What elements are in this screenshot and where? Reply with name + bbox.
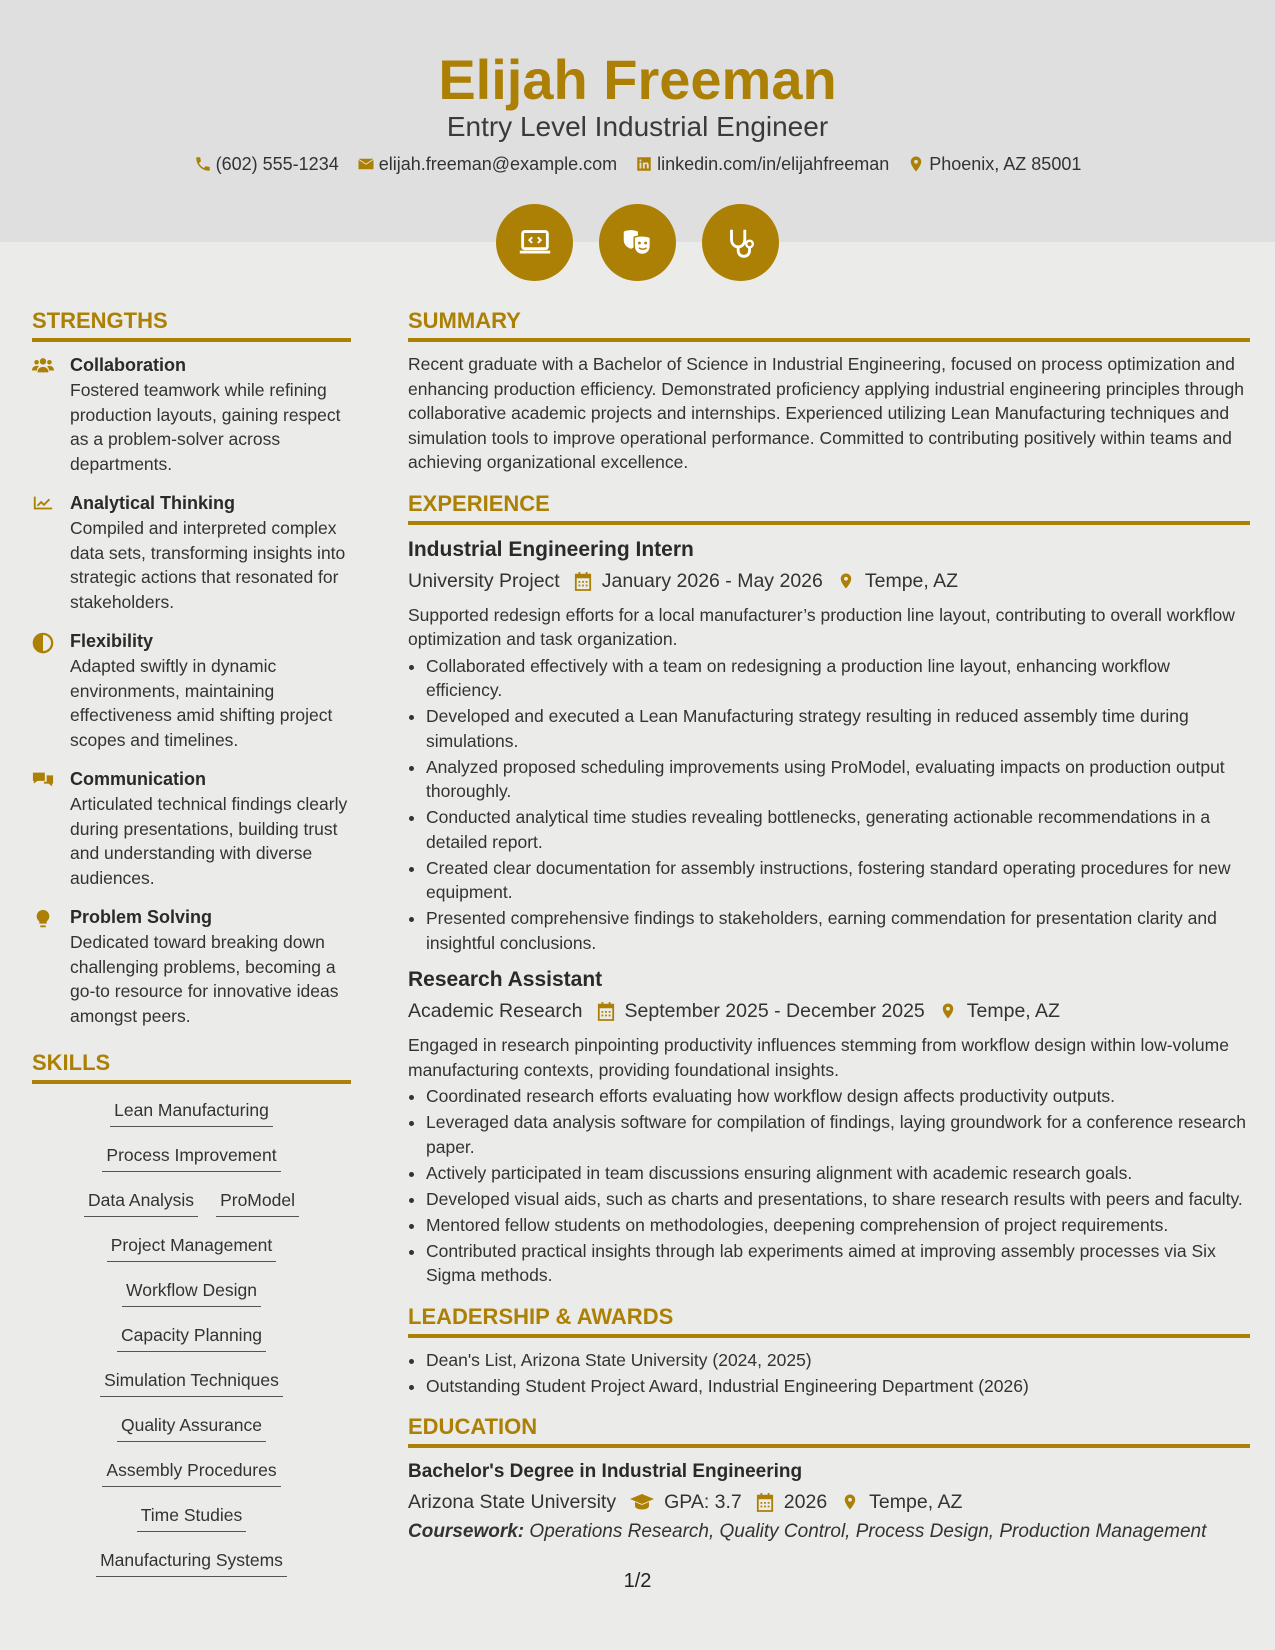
location-text: Phoenix, AZ 85001 xyxy=(929,154,1082,174)
degree-title: Bachelor's Degree in Industrial Engineering xyxy=(408,1461,803,1482)
strength-item xyxy=(32,490,351,614)
coursework-label: Coursework: xyxy=(408,1521,525,1542)
job-desc: Supported redesign efforts for a local manufacturer’s production line layout, contributing to overall workflow optimization and task organization. xyxy=(408,604,1235,649)
strength-desc: Compiled and interpreted complex data sets, transforming insights into strategic actions that resonated for stakeholders. xyxy=(70,518,346,612)
job-org: University Project xyxy=(408,569,560,592)
calendar-icon xyxy=(597,1001,615,1021)
bullet-item: • Contributed practical insights through lab experiments aimed at improving assembly processes via Six Sigma methods. xyxy=(426,1239,1250,1288)
map-marker-icon xyxy=(907,155,925,173)
strength-item xyxy=(32,352,351,476)
laptop-code-badge xyxy=(496,204,573,281)
coursework-list: Operations Research, Quality Control, Process Design, Production Management xyxy=(529,1521,1207,1542)
skill-tag: Manufacturing Systems xyxy=(96,1548,287,1577)
leadership-list xyxy=(408,1348,1250,1399)
comments-icon xyxy=(32,770,54,788)
strength-desc: Dedicated toward breaking down challenging problems, becoming a go-to resource for innovative ideas amongst peers. xyxy=(70,932,339,1026)
job-title: Industrial Engineering Intern xyxy=(408,537,694,561)
interest-badges xyxy=(0,204,1275,281)
gpa: GPA: 3.7 xyxy=(664,1491,742,1513)
strength-name: Problem Solving xyxy=(70,907,213,927)
skill-tag: Simulation Techniques xyxy=(100,1368,283,1397)
envelope-icon xyxy=(357,155,375,173)
strength-item xyxy=(32,628,351,752)
strength-item xyxy=(32,766,351,890)
bullet-item: • Collaborated effectively with a team on redesigning a production line layout, enhancing workflow efficiency. xyxy=(426,654,1250,703)
job-bullets xyxy=(408,654,1250,956)
calendar-icon xyxy=(574,571,592,591)
job-meta xyxy=(408,565,1250,597)
map-marker-icon xyxy=(841,1492,859,1512)
job-location: Tempe, AZ xyxy=(966,1000,1060,1022)
calendar-icon xyxy=(756,1492,774,1512)
linkedin-icon xyxy=(635,155,653,173)
skill-tag: Capacity Planning xyxy=(117,1323,266,1352)
skill-tag: Lean Manufacturing xyxy=(110,1098,273,1127)
stethoscope-badge xyxy=(702,204,779,281)
school-name: Arizona State University xyxy=(408,1491,617,1513)
contact-linkedin[interactable] xyxy=(635,150,889,178)
job-meta xyxy=(408,995,1250,1027)
contact-phone[interactable] xyxy=(194,150,339,178)
coursework xyxy=(408,1518,1250,1546)
lightbulb-icon xyxy=(32,908,54,930)
skill-tag: Data Analysis xyxy=(84,1188,198,1217)
linkedin-text: linkedin.com/in/elijahfreeman xyxy=(657,154,890,174)
bullet-item: • Presented comprehensive findings to stakeholders, earning commendation for presentation clarity and insightful conclusions. xyxy=(426,906,1250,955)
skills-heading: SKILLS xyxy=(32,1048,351,1084)
skill-tag: Project Management xyxy=(107,1233,276,1262)
strength-desc: Articulated technical findings clearly during presentations, building trust and understanding with diverse audiences. xyxy=(70,794,348,888)
strengths-heading: STRENGTHS xyxy=(32,306,351,342)
award-item: • Dean's List, Arizona State University (2024, 2025) xyxy=(426,1348,1250,1373)
job-location: Tempe, AZ xyxy=(864,569,959,592)
job-entry xyxy=(408,965,1250,1288)
job-dates: September 2025 - December 2025 xyxy=(624,1000,925,1022)
strength-name: Analytical Thinking xyxy=(70,493,236,513)
experience-heading: EXPERIENCE xyxy=(408,489,1250,525)
right-column xyxy=(408,306,1250,1546)
page-number: 1/2 xyxy=(623,1570,652,1592)
left-column xyxy=(32,306,351,1577)
laptop-code-icon xyxy=(516,224,554,262)
bullet-item: • Actively participated in team discussions ensuring alignment with academic research goals. xyxy=(426,1161,1250,1186)
map-marker-icon xyxy=(837,571,855,591)
theater-masks-icon xyxy=(619,224,657,262)
adjust-icon xyxy=(32,632,54,654)
education-meta xyxy=(408,1486,1250,1518)
job-org: Academic Research xyxy=(408,1000,583,1022)
job-entry xyxy=(408,535,1250,956)
bullet-item: • Leveraged data analysis software for compilation of findings, laying groundwork for a conference research paper. xyxy=(426,1110,1250,1159)
chart-line-icon xyxy=(32,494,54,512)
job-bullets xyxy=(408,1084,1250,1288)
bullet-item: • Coordinated research efforts evaluating how workflow design affects productivity outputs. xyxy=(426,1084,1250,1109)
award-item: • Outstanding Student Project Award, Industrial Engineering Department (2026) xyxy=(426,1374,1250,1399)
job-dates: January 2026 - May 2026 xyxy=(601,569,823,592)
education-heading: EDUCATION xyxy=(408,1412,1250,1448)
school-location: Tempe, AZ xyxy=(869,1491,963,1513)
leadership-heading: LEADERSHIP & AWARDS xyxy=(408,1302,1250,1338)
skill-tag: Quality Assurance xyxy=(117,1413,266,1442)
bullet-item: • Mentored fellow students on methodologies, deepening comprehension of project requirements. xyxy=(426,1213,1250,1238)
skill-tag: Workflow Design xyxy=(122,1278,261,1307)
map-marker-icon xyxy=(939,1001,957,1021)
summary-text: Recent graduate with a Bachelor of Science in Industrial Engineering, focused on process optimization and enhancing production efficiency. Demonstrated proficiency applying industrial engineering principles through collaborative academic projects and internships. Experienced utilizing Lean Manufacturing techniques and simulation tools to improve operational performance. Committed to contributing positively within teams and achieving organizational excellence. xyxy=(408,354,1244,472)
stethoscope-icon xyxy=(722,224,760,262)
strength-item xyxy=(32,904,351,1028)
theater-masks-badge xyxy=(599,204,676,281)
candidate-name: Elijah Freeman xyxy=(438,48,837,111)
skill-tag: Process Improvement xyxy=(102,1143,280,1172)
bullet-item: • Conducted analytical time studies revealing bottlenecks, generating actionable recommendations in a detailed report. xyxy=(426,805,1250,854)
strength-name: Flexibility xyxy=(70,631,154,651)
job-title-headline: Entry Level Industrial Engineer xyxy=(446,111,829,142)
strength-name: Communication xyxy=(70,769,207,789)
contact-location xyxy=(907,150,1081,178)
strength-desc: Fostered teamwork while refining production layouts, gaining respect as a problem-solver across departments. xyxy=(70,380,341,474)
bullet-item: • Created clear documentation for assembly instructions, fostering standard operating procedures for new equipment. xyxy=(426,856,1250,905)
graduation-cap-icon xyxy=(630,1492,654,1512)
phone-text: (602) 555-1234 xyxy=(215,154,339,174)
strength-name: Collaboration xyxy=(70,355,186,375)
job-desc: Engaged in research pinpointing productivity influences stemming from workflow design within low-volume manufacturing contexts, providing foundational insights. xyxy=(408,1035,1229,1080)
users-icon xyxy=(32,356,54,374)
job-title: Research Assistant xyxy=(408,968,603,991)
skill-tag: Assembly Procedures xyxy=(102,1458,280,1487)
phone-icon xyxy=(194,155,212,173)
email-text: elijah.freeman@example.com xyxy=(378,154,618,174)
skill-tag: Time Studies xyxy=(137,1503,246,1532)
strength-desc: Adapted swiftly in dynamic environments, maintaining effectiveness amid shifting project scopes and timelines. xyxy=(70,656,333,750)
summary-heading: SUMMARY xyxy=(408,306,1250,342)
graduation-year: 2026 xyxy=(783,1491,828,1513)
skills-list xyxy=(32,1094,351,1577)
contact-email[interactable] xyxy=(357,150,617,178)
contact-bar xyxy=(0,150,1275,178)
skill-tag: ProModel xyxy=(216,1188,299,1217)
bullet-item: • Developed visual aids, such as charts and presentations, to share research results with peers and faculty. xyxy=(426,1187,1250,1212)
bullet-item: • Developed and executed a Lean Manufacturing strategy resulting in reduced assembly time during simulations. xyxy=(426,704,1250,753)
bullet-item: • Analyzed proposed scheduling improvements using ProModel, evaluating impacts on production output thoroughly. xyxy=(426,755,1250,804)
